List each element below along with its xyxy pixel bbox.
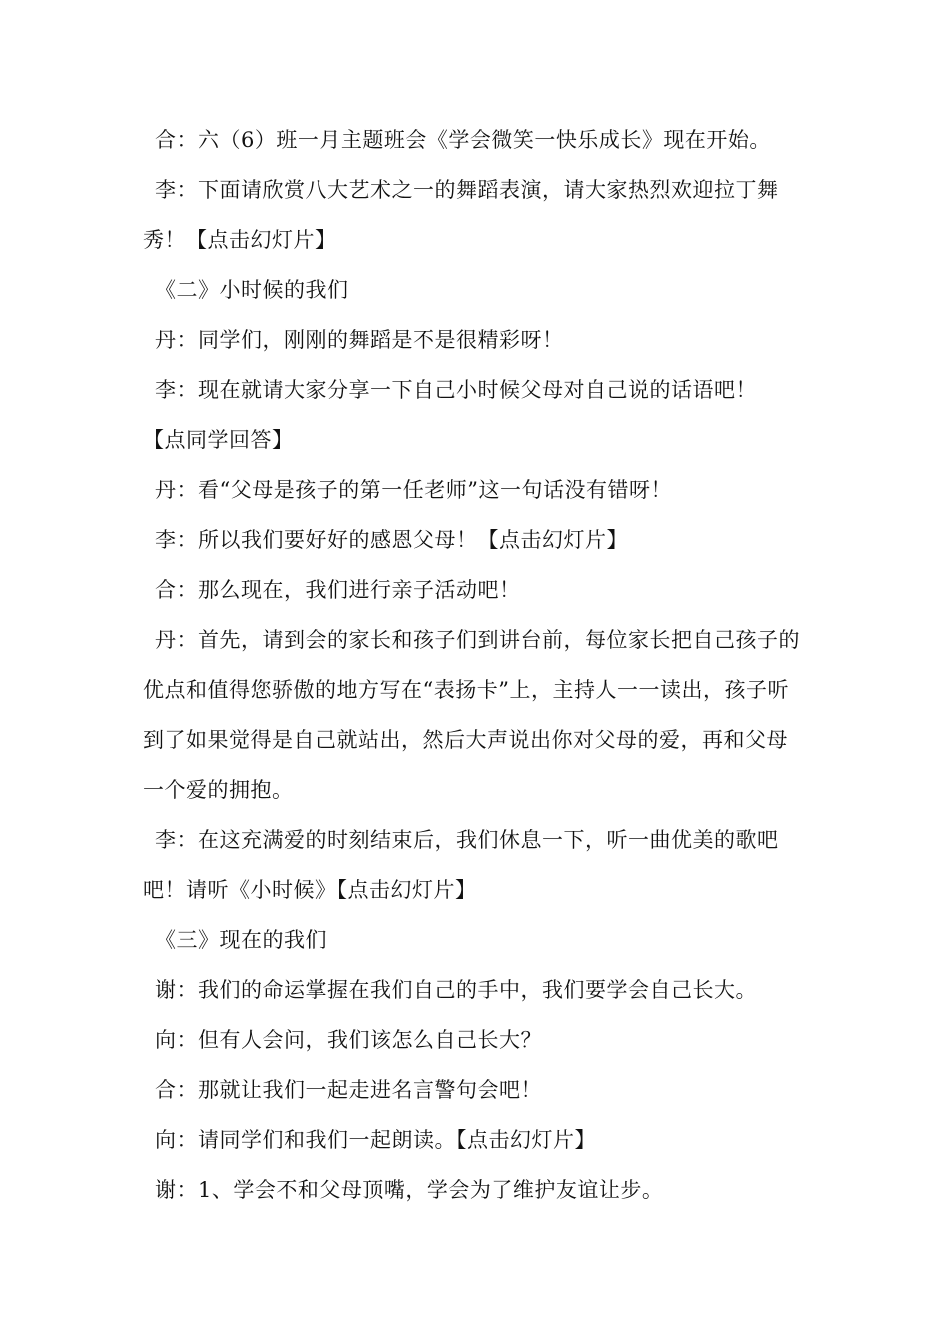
paragraph: 丹：同学们，刚刚的舞蹈是不是很精彩呀！ (155, 328, 564, 352)
paragraph: 谢：我们的命运掌握在我们自己的手中，我们要学会自己长大。 (155, 978, 757, 1002)
paragraph-stage-note: 【点同学回答】 (143, 428, 294, 452)
paragraph-parent-child-activity: 丹：首先，请到会的家长和孩子们到讲台前，每位家长把自己孩子的优点和值得您骄傲的地方写在“表扬卡”上，主持人一一读出，孩子听到了如果觉得是自己就站出，然后大声说出你对父母的爱，再和父母一个爱的拥抱。 (143, 628, 800, 802)
paragraph: 谢：1、学会不和父母顶嘴，学会为了维护友谊让步。 (155, 1178, 664, 1202)
paragraph: 向：请同学们和我们一起朗读。【点击幻灯片】 (155, 1128, 596, 1152)
paragraph: 向：但有人会问，我们该怎么自己长大？ (155, 1028, 542, 1052)
paragraph-opening: 合：六（6）班一月主题班会《学会微笑一快乐成长》现在开始。 (155, 128, 771, 152)
paragraph: 李：所以我们要好好的感恩父母！【点击幻灯片】 (155, 528, 628, 552)
paragraph: 李：现在就请大家分享一下自己小时候父母对自己说的话语吧！ (155, 378, 757, 402)
paragraph: 李：在这充满爱的时刻结束后，我们休息一下，听一曲优美的歌吧吧！请听《小时候》【点击幻灯片】 (143, 828, 779, 902)
section-heading-childhood: 《二》小时候的我们 (155, 278, 349, 302)
paragraph-dance-intro: 李：下面请欣赏八大艺术之一的舞蹈表演，请大家热烈欢迎拉丁舞秀！【点击幻灯片】 (143, 178, 779, 252)
paragraph: 合：那么现在，我们进行亲子活动吧！ (155, 578, 521, 602)
section-heading-present: 《三》现在的我们 (155, 928, 327, 952)
paragraph: 合：那就让我们一起走进名言警句会吧！ (155, 1078, 542, 1102)
document-body (143, 115, 808, 1215)
paragraph: 丹：看“父母是孩子的第一任老师”这一句话没有错呀！ (155, 478, 672, 502)
